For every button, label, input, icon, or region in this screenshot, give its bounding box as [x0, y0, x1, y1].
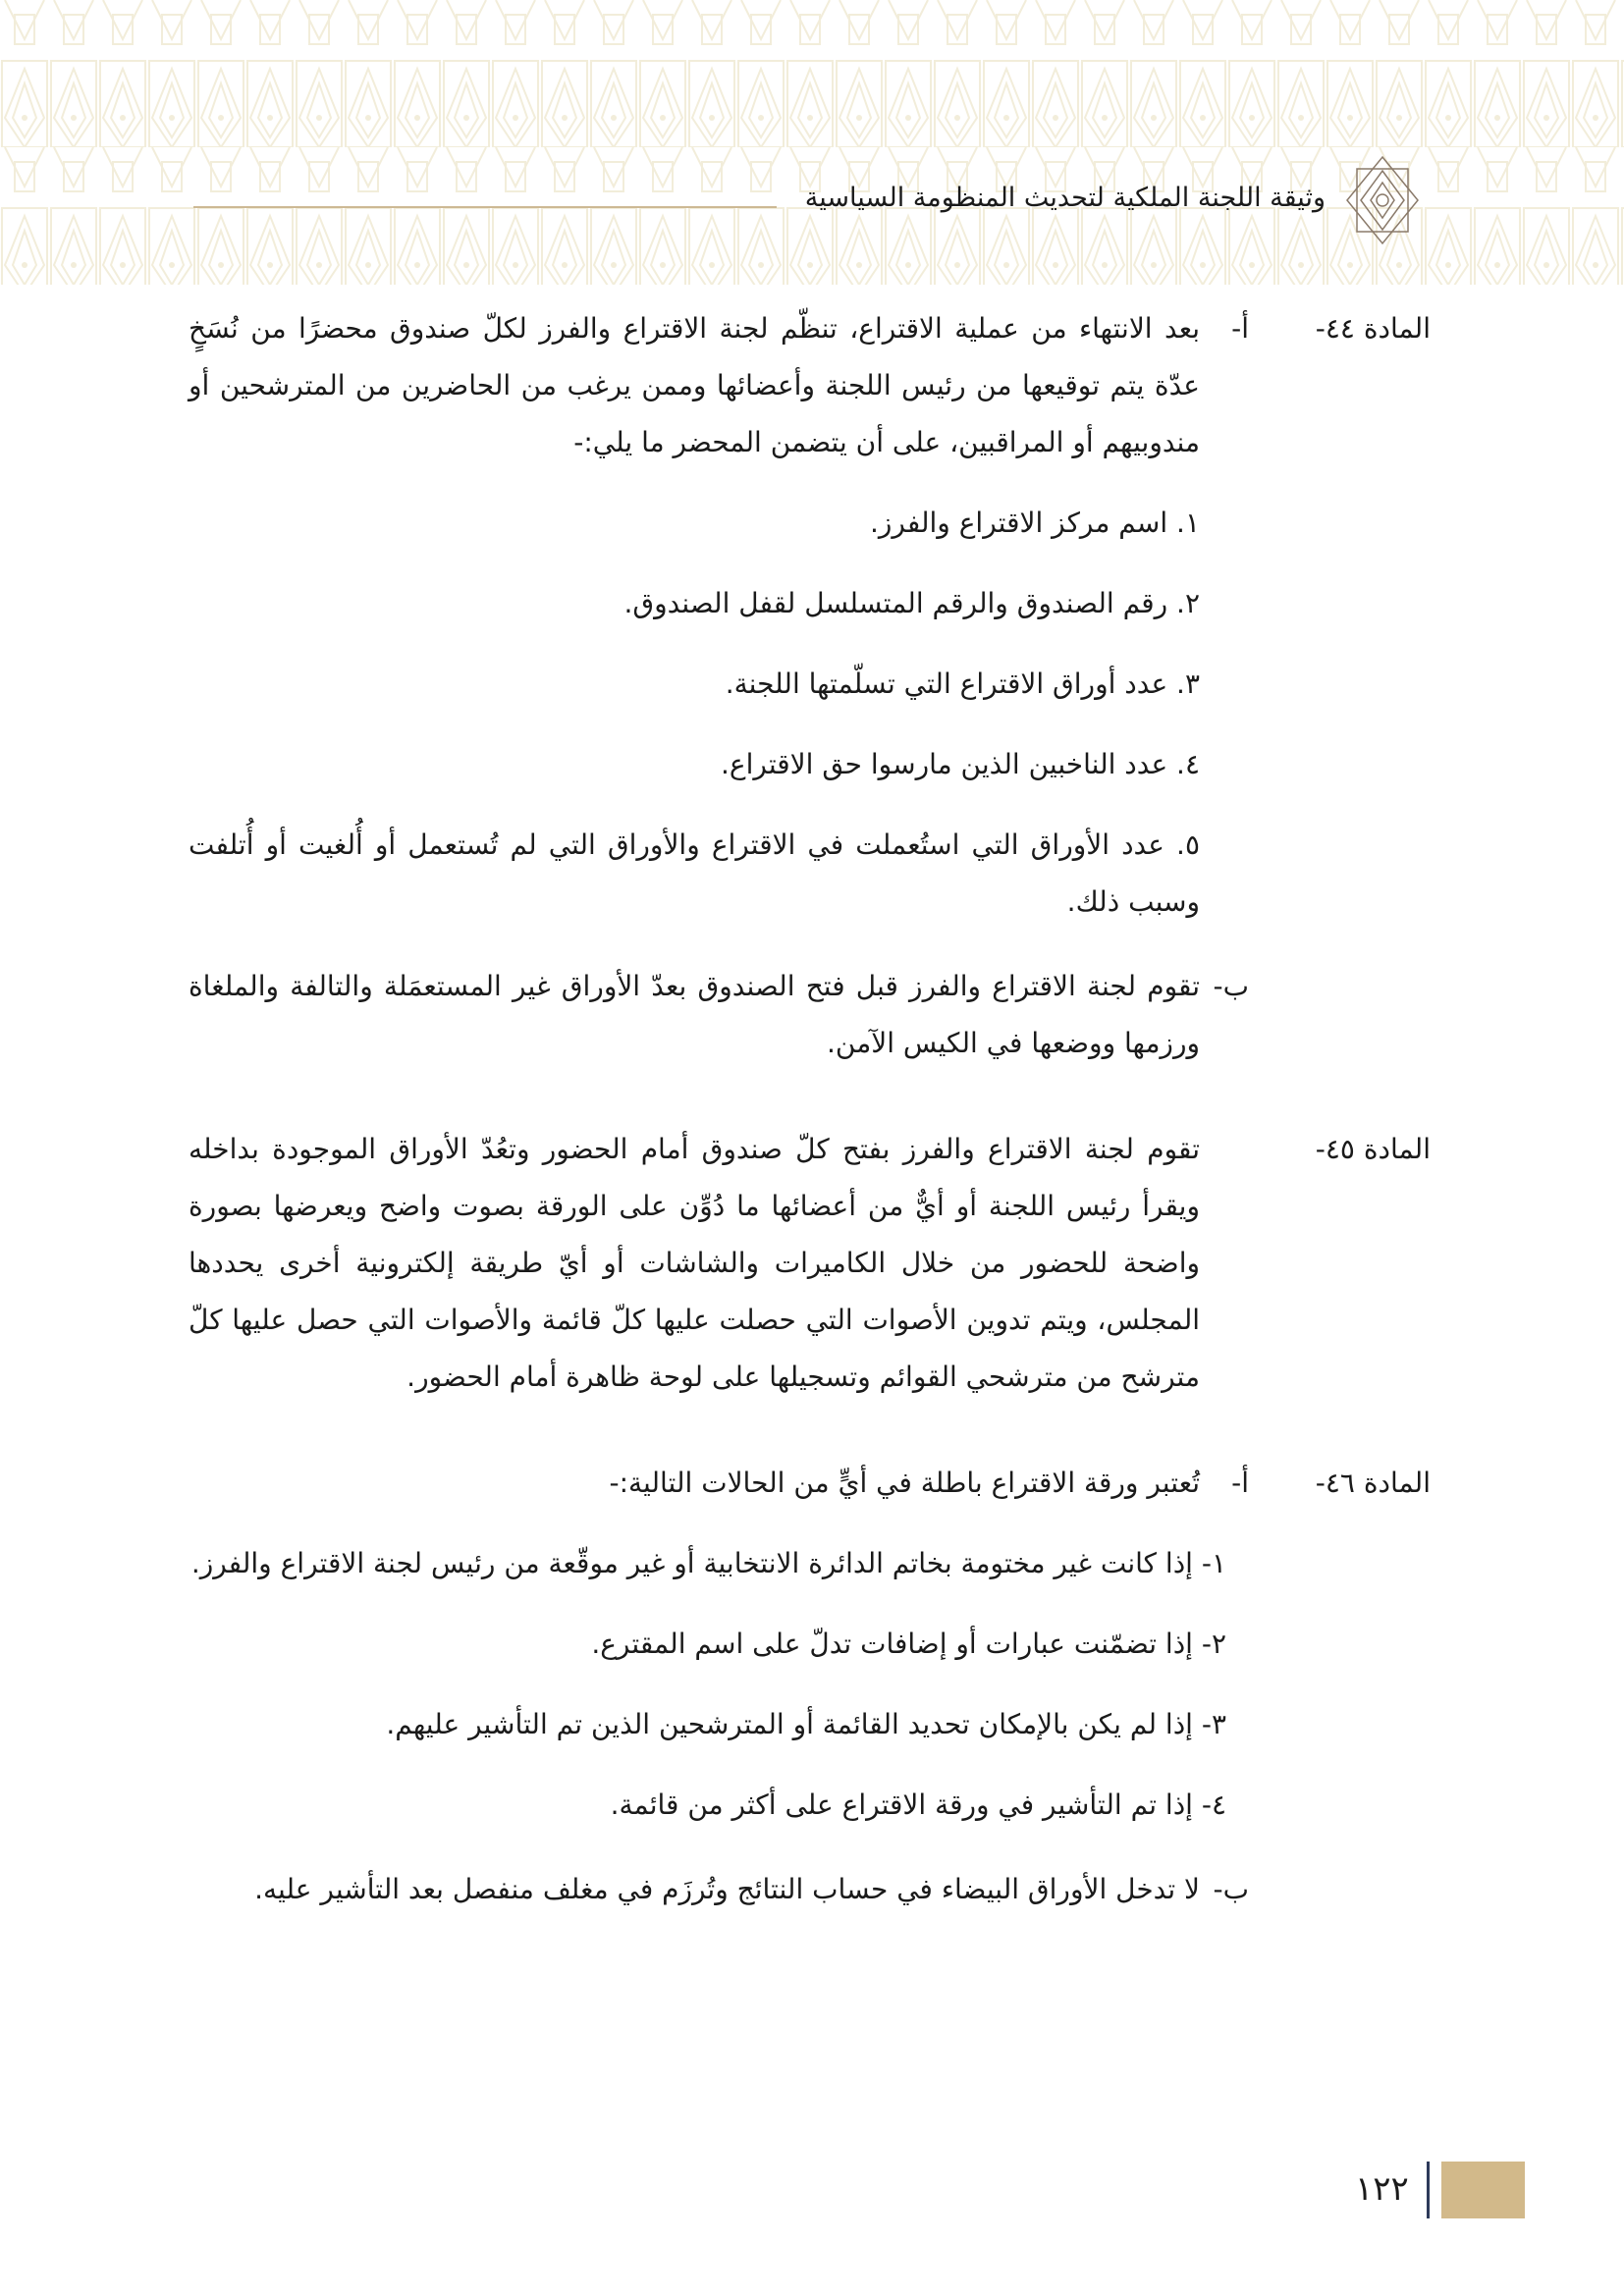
list-item: ٤- إذا تم التأشير في ورقة الاقتراع على أكثر من قائمة. — [610, 1789, 1226, 1821]
list-item: ٤. عدد الناخبين الذين مارسوا حق الاقتراع. — [721, 748, 1200, 780]
logo-icon — [1343, 155, 1422, 245]
article-46 — [0, 1455, 1624, 1512]
list-row — [0, 736, 1624, 793]
list-item: ١. اسم مركز الاقتراع والفرز. — [869, 507, 1200, 539]
page-footer — [0, 2160, 1624, 2296]
article-46-sub-a: أ- — [1231, 1467, 1249, 1499]
list-row — [0, 1696, 1624, 1753]
list-row — [0, 1535, 1624, 1592]
list-row — [0, 1777, 1624, 1834]
article-46-sub-b: ب- — [1213, 1873, 1249, 1905]
page-number: ١٢٢ — [1355, 2169, 1409, 2209]
document-title: وثيقة اللجنة الملكية لتحديث المنظومة السياسية — [804, 183, 1326, 213]
list-item: ٢- إذا تضمّنت عبارات أو إضافات تدلّ على اسم المقترع. — [591, 1628, 1226, 1660]
page-number-tab — [1441, 2162, 1525, 2218]
list-item: ٣- إذا لم يكن بالإمكان تحديد القائمة أو المترشحين الذين تم التأشير عليهم. — [386, 1708, 1226, 1740]
list-item: ١- إذا كانت غير مختومة بخاتم الدائرة الانتخابية أو غير موقّعة من رئيس لجنة الاقتراع والفرز. — [190, 1547, 1226, 1579]
article-46-text: تُعتبر ورقة الاقتراع باطلة في أيٍّ من الحالات التالية:- — [609, 1467, 1200, 1499]
article-44 — [0, 300, 1624, 471]
page-number-divider — [1427, 2162, 1430, 2218]
article-44-text: بعد الانتهاء من عملية الاقتراع، تنظّم لجنة الاقتراع والفرز لكلّ صندوق محضرًا من نُسَخٍ عدّة يتم توقيعها من رئيس اللجنة وأعضائها وممن يرغب من الحاضرين من المترشحين أو مندوبيهم أو المراقبين، على أن يتضمن المحضر ما يلي:- — [189, 312, 1200, 458]
article-44-sub-a: أ- — [1231, 312, 1249, 345]
article-45-label: المادة ٤٥- — [1315, 1133, 1431, 1165]
article-44-text-b: تقوم لجنة الاقتراع والفرز قبل فتح الصندوق بعدّ الأوراق غير المستعمَلة والتالفة والملغاة ورزمها ووضعها في الكيس الآمن. — [189, 970, 1200, 1059]
list-row — [0, 817, 1624, 931]
list-row — [0, 575, 1624, 632]
list-item: ٢. رقم الصندوق والرقم المتسلسل لقفل الصندوق. — [623, 587, 1200, 619]
list-item: ٥. عدد الأوراق التي استُعملت في الاقتراع والأوراق التي لم تُستعمل أو أُلغيت أو أُتلفت وسبب ذلك. — [189, 828, 1200, 918]
article-46-b — [0, 1861, 1624, 1918]
article-46-text-b: لا تدخل الأوراق البيضاء في حساب النتائج وتُرزَم في مغلف منفصل بعد التأشير عليه. — [254, 1873, 1200, 1905]
article-44-sub-b: ب- — [1213, 970, 1249, 1002]
list-row — [0, 1616, 1624, 1673]
list-row — [0, 495, 1624, 552]
list-row — [0, 656, 1624, 713]
article-45 — [0, 1121, 1624, 1406]
list-item: ٣. عدد أوراق الاقتراع التي تسلّمتها اللجنة. — [725, 667, 1200, 700]
article-46-label: المادة ٤٦- — [1315, 1467, 1431, 1499]
header-divider — [193, 206, 777, 208]
article-44-b — [0, 958, 1624, 1072]
article-44-label: المادة ٤٤- — [1315, 312, 1431, 345]
article-45-text: تقوم لجنة الاقتراع والفرز بفتح كلّ صندوق أمام الحضور وتعُدّ الأوراق الموجودة بداخله ويقرأ رئيس اللجنة أو أيٌّ من أعضائها ما دُوِّن على الورقة بصوت واضح ويعرضها بصورة واضحة للحضور من خلال الكاميرات والشاشات أو أيّ طريقة إلكترونية أخرى يحددها المجلس، ويتم تدوين الأصوات التي حصلت عليها كلّ قائمة والأصوات التي حصل عليها كلّ مترشح من مترشحي القوائم وتسجيلها على لوحة ظاهرة أمام الحضور. — [189, 1133, 1200, 1393]
document-body — [0, 300, 1624, 1918]
